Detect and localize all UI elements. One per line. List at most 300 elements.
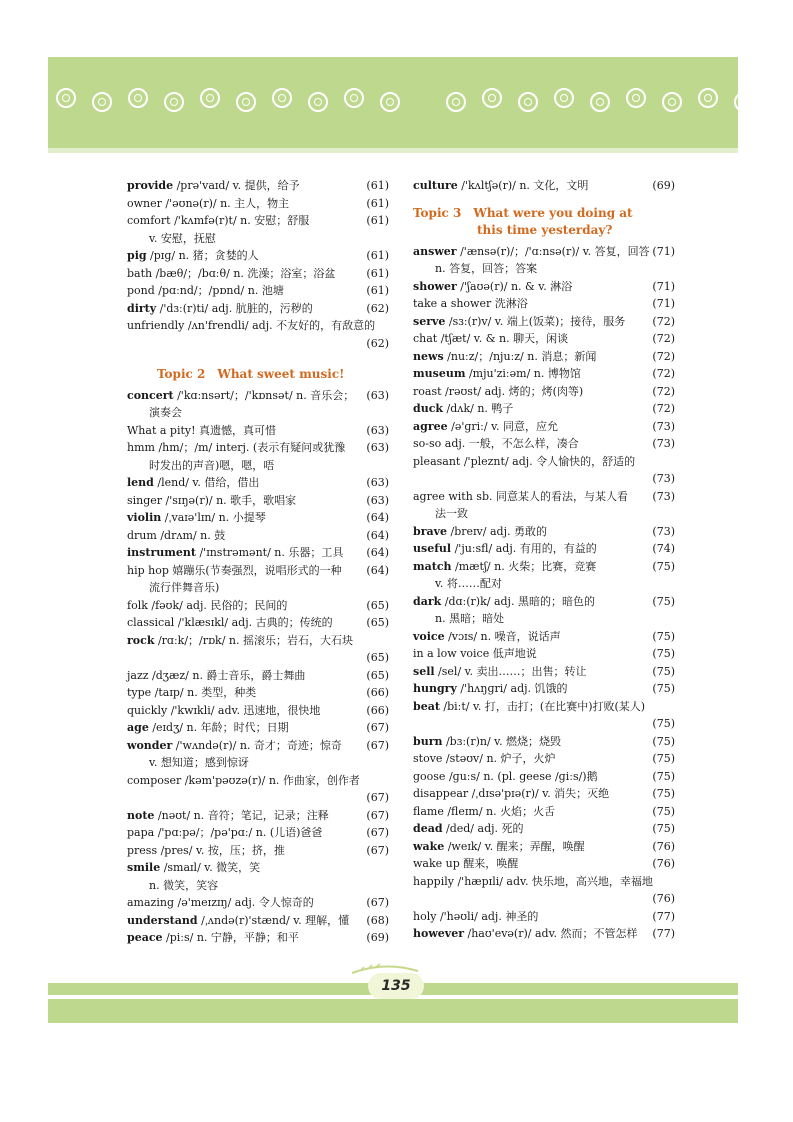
- definition: /sɜː(r)v/ v. 端上(饭菜)；接待，服务: [445, 314, 626, 328]
- headword: museum: [413, 367, 466, 380]
- headword: in a low voice: [413, 647, 490, 660]
- headword: serve: [413, 314, 446, 328]
- definition: 低声地说: [489, 647, 537, 660]
- wrap-spacer: [413, 715, 641, 733]
- definition: /nuːz/；/njuːz/ n. 消息；新闻: [443, 349, 597, 363]
- headword: wonder: [127, 738, 173, 752]
- headword: pond: [127, 284, 155, 297]
- page-reference: (62): [366, 301, 389, 315]
- page-reference: (71): [652, 244, 675, 258]
- headword: answer: [413, 244, 457, 258]
- vocab-entry: [127, 859, 389, 894]
- headword: provide: [127, 179, 174, 192]
- circle-ornament-icon: [482, 88, 502, 108]
- vocab-entry: [413, 383, 675, 401]
- headword: bath: [127, 266, 153, 280]
- headword: hmm: [127, 441, 155, 454]
- headword: hip hop: [127, 563, 169, 577]
- page-reference: (61): [366, 214, 389, 227]
- headword: type: [127, 686, 152, 699]
- definition: /'əʊnə(r)/ n. 主人，物主: [161, 196, 290, 210]
- definition: 嬉蹦乐(节奏强烈，说唱形式的一种: [168, 563, 342, 577]
- vocabulary-column-right: [413, 177, 675, 943]
- page-reference: (64): [366, 546, 389, 559]
- circle-ornament-icon: [380, 92, 400, 112]
- page-reference: (75): [652, 734, 675, 748]
- headword: instrument: [127, 546, 196, 559]
- header-stripe: [48, 148, 738, 153]
- page-reference: (72): [652, 314, 675, 328]
- page-reference: (67): [366, 896, 389, 909]
- vocab-entry: [127, 282, 389, 300]
- vocab-entry: [127, 842, 389, 860]
- headword: dirty: [127, 301, 157, 315]
- vocab-entry: [127, 509, 389, 527]
- page-reference: (72): [652, 332, 675, 345]
- vocab-entry: [127, 702, 389, 720]
- headword: smile: [127, 861, 161, 874]
- page-reference: (64): [366, 528, 389, 542]
- page-reference: (74): [652, 542, 675, 555]
- vocab-entry: [127, 824, 389, 842]
- page-reference: (65): [366, 668, 389, 682]
- headword: classical: [127, 616, 175, 629]
- circle-ornament-icon: [518, 92, 538, 112]
- headword: roast: [413, 384, 442, 398]
- page-reference: (77): [652, 927, 675, 940]
- vocab-entry: [127, 317, 389, 352]
- headword: papa: [127, 826, 155, 839]
- headword: jazz: [127, 668, 149, 682]
- definition: /'həʊli/ adj. 神圣的: [436, 909, 539, 923]
- vocab-entry: [127, 719, 389, 737]
- definition: /nəʊt/ n. 音符；笔记，记录；注释: [154, 808, 329, 822]
- wrap-spacer: [127, 649, 355, 667]
- vocab-entry: [127, 422, 389, 440]
- vocab-entry: [413, 313, 675, 331]
- definition: /drʌm/ n. 鼓: [156, 528, 226, 542]
- topic-heading: [127, 366, 389, 384]
- vocab-entry: [413, 418, 675, 436]
- headword: composer: [127, 773, 182, 787]
- vocab-entry: [127, 527, 389, 545]
- definition: /taɪp/ n. 类型，种类: [151, 686, 257, 699]
- definition: /mætʃ/ n. 火柴；比赛，竞赛: [451, 559, 597, 573]
- page-reference: (75): [652, 629, 675, 643]
- decorative-circle-row: [56, 88, 736, 116]
- page-reference: (71): [652, 297, 675, 310]
- headword: drum: [127, 528, 157, 542]
- headword: pleasant: [413, 454, 461, 468]
- page-reference: (72): [652, 367, 675, 380]
- vocab-entry: [413, 540, 675, 558]
- page-reference: (66): [366, 703, 389, 717]
- vocab-entry: [413, 803, 675, 821]
- circle-ornament-icon: [236, 92, 256, 112]
- headword: understand: [127, 913, 198, 927]
- vocab-entry: [413, 785, 675, 803]
- topic-heading-line: Topic 3 What were you doing at: [413, 205, 633, 220]
- topic-heading-line: Topic 2 What sweet music!: [157, 367, 345, 381]
- definition: /ˌvaɪə'lɪn/ n. 小提琴: [161, 511, 266, 524]
- headword: rock: [127, 633, 155, 647]
- headword: dark: [413, 594, 442, 608]
- page-reference: (67): [366, 721, 389, 734]
- page-reference: (76): [652, 892, 675, 905]
- headword: concert: [127, 388, 174, 402]
- headword: lend: [127, 476, 154, 489]
- vocab-entry: [413, 435, 675, 453]
- definition: /'kwɪkli/ adv. 迅速地，很快地: [167, 703, 321, 717]
- page-reference: (65): [366, 598, 389, 612]
- headword: voice: [413, 629, 445, 643]
- page-reference: (75): [652, 822, 675, 835]
- vocab-entry: [413, 330, 675, 348]
- circle-ornament-icon: [272, 88, 292, 108]
- definition: /dɑː(r)k/ adj. 黑暗的；暗色的: [441, 594, 595, 608]
- page-reference: (65): [366, 616, 389, 629]
- headword: sell: [413, 664, 435, 678]
- vocab-entry: [127, 474, 389, 492]
- definition: /'sɪŋə(r)/ n. 歌手，歌唱家: [162, 493, 297, 507]
- vocab-entry: [127, 195, 389, 213]
- definition: /'kɑːnsərt/；/'kɒnsət/ n. 音乐会；: [173, 388, 355, 402]
- circle-ornament-icon: [626, 88, 646, 108]
- circle-ornament-icon: [56, 88, 76, 108]
- definition: /ˌdɪsə'pɪə(r)/ v. 消失；灭绝: [468, 787, 610, 800]
- headword: singer: [127, 493, 163, 507]
- vocab-entry: [413, 733, 675, 751]
- definition-continued: 演奏会: [149, 406, 182, 419]
- definition: /rɑːk/；/rɒk/ n. 摇滚乐；岩石，大石块: [154, 633, 353, 647]
- circle-ornament-icon: [446, 92, 466, 112]
- page-reference: (75): [652, 787, 675, 800]
- headword: goose: [413, 769, 446, 783]
- page-reference: (67): [366, 843, 389, 857]
- wrap-spacer: [127, 335, 355, 353]
- definition-continued: 流行伴舞音乐): [149, 581, 220, 594]
- page-reference: (69): [652, 179, 675, 192]
- page-reference: (72): [652, 384, 675, 398]
- vocabulary-column-left: [127, 177, 389, 947]
- vocab-entry: [413, 177, 675, 195]
- page-reference: (63): [366, 476, 389, 489]
- page-reference: (72): [652, 402, 675, 415]
- vocab-entry: [413, 278, 675, 296]
- page-reference: (75): [652, 769, 675, 783]
- headword: happily: [413, 874, 454, 888]
- definition: /'kʌmfə(r)t/ n. 安慰；舒服: [170, 214, 310, 227]
- definition: /haʊ'evə(r)/ adv. 然而；不管怎样: [464, 927, 638, 940]
- circle-ornament-icon: [554, 88, 574, 108]
- definition: /'klæsɪkl/ adj. 古典的；传统的: [174, 616, 333, 629]
- circle-ornament-icon: [698, 88, 718, 108]
- circle-ornament-icon: [128, 88, 148, 108]
- page-reference: (71): [652, 279, 675, 293]
- vocab-entry: [413, 558, 675, 593]
- vocab-entry: [127, 562, 389, 597]
- definition: /kəm'pəʊzə(r)/ n. 作曲家，创作者: [181, 773, 360, 787]
- vocab-entry: [413, 295, 675, 313]
- headword: chat: [413, 332, 438, 345]
- vocab-entry: [127, 667, 389, 685]
- headword: agree with sb.: [413, 489, 493, 503]
- headword: peace: [127, 931, 163, 944]
- circle-ornament-icon: [164, 92, 184, 112]
- vocab-entry: [413, 453, 675, 488]
- vocab-entry: [127, 212, 389, 247]
- definition: /'hæpɪli/ adv. 快乐地，高兴地，幸福地: [453, 874, 653, 888]
- definition: adj. 一般，不怎么样，凑合: [441, 437, 579, 450]
- definition: /bæθ/；/bɑːθ/ n. 洗澡；浴室；浴盆: [152, 266, 336, 280]
- headword: unfriendly: [127, 319, 185, 332]
- definition: 同意某人的看法，与某人看: [492, 489, 628, 503]
- headword: violin: [127, 511, 162, 524]
- vocab-entry: [413, 838, 675, 856]
- vocab-entry: [127, 300, 389, 318]
- definition: /rəʊst/ adj. 烤的；烤(肉等): [441, 384, 584, 398]
- definition: /'wʌndə(r)/ n. 奇才；奇迹；惊奇: [172, 738, 342, 752]
- definition: /vɔɪs/ n. 噪音，说话声: [444, 629, 561, 643]
- page-reference: (61): [366, 266, 389, 280]
- definition: 醒来，唤醒: [459, 857, 519, 870]
- definition-continued: v. 想知道；感到惊讶: [149, 756, 249, 769]
- vocab-entry: [127, 597, 389, 615]
- circle-ornament-icon: [734, 92, 754, 112]
- topic-heading-line: this time yesterday?: [477, 223, 613, 237]
- definition: /fleɪm/ n. 火焰；火舌: [443, 804, 556, 818]
- definition: /'kʌltʃə(r)/ n. 文化，文明: [457, 179, 589, 192]
- page-reference: (67): [366, 791, 389, 804]
- definition: /breɪv/ adj. 勇敢的: [447, 524, 547, 538]
- page-reference: (61): [366, 179, 389, 192]
- headword: folk: [127, 598, 148, 612]
- definition: /piːs/ n. 宁静，平静；和平: [162, 931, 299, 944]
- headword: news: [413, 349, 444, 363]
- headword: hungry: [413, 682, 457, 695]
- page-reference: (73): [652, 437, 675, 450]
- vocab-entry: [413, 768, 675, 786]
- page-reference: (62): [366, 336, 389, 350]
- circle-ornament-icon: [344, 88, 364, 108]
- definition: /pɪɡ/ n. 猪；贪婪的人: [146, 249, 259, 262]
- vocab-entry: [127, 492, 389, 510]
- vocab-entry: [127, 265, 389, 283]
- definition-continued: 时发出的声音)嗯，嗯，唔: [149, 458, 275, 472]
- vocab-entry: [413, 645, 675, 663]
- page-reference: (75): [652, 647, 675, 660]
- headword: wake: [413, 839, 445, 853]
- definition: /'juːsfl/ adj. 有用的，有益的: [451, 542, 597, 555]
- vocab-entry: [413, 873, 675, 908]
- page-reference: (63): [366, 441, 389, 454]
- page-reference: (75): [652, 559, 675, 573]
- headword: comfort: [127, 214, 171, 227]
- page-reference: (67): [366, 808, 389, 822]
- circle-ornament-icon: [590, 92, 610, 112]
- headword: stove: [413, 752, 443, 765]
- definition: /stəʊv/ n. 炉子，火炉: [442, 752, 556, 765]
- headword: shower: [413, 279, 457, 293]
- definition: /prə'vaɪd/ v. 提供，给予: [173, 179, 300, 192]
- page-number: 135: [368, 973, 424, 999]
- vocab-entry: [127, 807, 389, 825]
- definition: /fəʊk/ adj. 民俗的；民间的: [147, 598, 288, 612]
- vocab-entry: [413, 488, 675, 523]
- definition: /pres/ v. 按，压；挤，推: [157, 843, 285, 857]
- headword: culture: [413, 179, 458, 192]
- vocab-entry: [413, 663, 675, 681]
- page-reference: (67): [366, 826, 389, 839]
- definition: /weɪk/ v. 醒来；弄醒，唤醒: [444, 839, 585, 853]
- vocab-entry: [413, 820, 675, 838]
- definition: /'pɑːpə/；/pə'pɑː/ n. (儿语)爸爸: [154, 826, 323, 839]
- page-reference: (63): [366, 493, 389, 507]
- page-reference: (66): [366, 686, 389, 699]
- definition: /hm/；/m/ interj. (表示有疑问或犹豫: [154, 441, 346, 454]
- headword: note: [127, 808, 155, 822]
- page-reference: (75): [652, 804, 675, 818]
- definition: /smaɪl/ v. 微笑，笑: [160, 861, 261, 874]
- page-reference: (65): [366, 651, 389, 664]
- page-reference: (73): [652, 489, 675, 503]
- vocab-entry: [127, 544, 389, 562]
- page-reference: (77): [652, 909, 675, 923]
- headword: useful: [413, 542, 452, 555]
- headword: dead: [413, 822, 443, 835]
- circle-ornament-icon: [662, 92, 682, 112]
- vocab-entry: [413, 523, 675, 541]
- vocab-entry: [413, 593, 675, 628]
- headword: holy: [413, 909, 437, 923]
- page-reference: (61): [366, 249, 389, 262]
- vocab-entry: [413, 348, 675, 366]
- definition: /'ʃaʊə(r)/ n. & v. 淋浴: [456, 279, 573, 293]
- page-reference: (75): [652, 594, 675, 608]
- headword: brave: [413, 524, 448, 538]
- definition: 真遗憾，真可惜: [195, 423, 277, 437]
- topic-heading: [413, 205, 675, 240]
- vocab-entry: [413, 628, 675, 646]
- vocab-entry: [127, 247, 389, 265]
- definition-continued: n. 答复，回答；答案: [435, 262, 538, 275]
- headword: however: [413, 927, 464, 940]
- circle-ornament-icon: [92, 92, 112, 112]
- definition: /sel/ v. 卖出……；出售；转让: [434, 664, 587, 678]
- page-reference: (64): [366, 511, 389, 524]
- vocab-entry: [413, 855, 675, 873]
- circle-ornament-icon: [200, 88, 220, 108]
- headword: amazing: [127, 896, 174, 909]
- page-reference: (76): [652, 857, 675, 870]
- definition: /ɡuːs/ n. (pl. geese /ɡiːs/)鹅: [445, 769, 598, 783]
- vocab-entry: [413, 925, 675, 943]
- definition: /'ænsə(r)/；/'ɑːnsə(r)/ v. 答复，回答: [456, 244, 650, 258]
- headword: match: [413, 559, 452, 573]
- page-reference: (75): [652, 752, 675, 765]
- circle-ornament-icon: [308, 92, 328, 112]
- page-reference: (68): [366, 913, 389, 927]
- headword: take a shower: [413, 297, 492, 310]
- definition-continued: v. 安慰，抚慰: [149, 231, 216, 245]
- vocab-entry: [127, 737, 389, 772]
- page-reference: (73): [652, 419, 675, 433]
- wrap-spacer: [413, 470, 641, 488]
- page-reference: (63): [366, 423, 389, 437]
- definition: /'ɪnstrəmənt/ n. 乐器；工具: [195, 546, 344, 559]
- vocab-entry: [127, 387, 389, 422]
- vocab-entry: [127, 632, 389, 667]
- vocab-entry: [127, 772, 389, 807]
- wrap-spacer: [127, 789, 355, 807]
- definition: /'dɜː(r)ti/ adj. 肮脏的，污秽的: [156, 301, 313, 315]
- page-reference: (63): [366, 388, 389, 402]
- definition: /'pleznt/ adj. 令人愉快的，舒适的: [460, 454, 636, 468]
- definition: 洗淋浴: [491, 297, 528, 310]
- definition-continued: n. 微笑，笑容: [149, 878, 219, 892]
- definition-continued: n. 黑暗；暗处: [435, 612, 505, 625]
- headword: agree: [413, 419, 448, 433]
- vocab-entry: [127, 177, 389, 195]
- wrap-spacer: [413, 890, 641, 908]
- headword: pig: [127, 249, 147, 262]
- vocab-entry: [413, 680, 675, 698]
- page-reference: (67): [366, 738, 389, 752]
- headword: beat: [413, 699, 440, 713]
- vocab-entry: [127, 684, 389, 702]
- vocab-entry: [127, 912, 389, 930]
- headword: wake up: [413, 857, 460, 870]
- definition: /mju'ziːəm/ n. 博物馆: [465, 367, 581, 380]
- definition: /dʒæz/ n. 爵士音乐，爵士舞曲: [148, 668, 306, 682]
- vocab-entry: [413, 908, 675, 926]
- definition: /ə'meɪzɪŋ/ adj. 令人惊奇的: [174, 896, 314, 909]
- vocab-entry: [413, 365, 675, 383]
- vocab-entry: [127, 614, 389, 632]
- headword: flame: [413, 804, 444, 818]
- page-reference: (73): [652, 524, 675, 538]
- page-reference: (72): [652, 349, 675, 363]
- vocab-entry: [413, 698, 675, 733]
- headword: press: [127, 843, 158, 857]
- page-reference: (61): [366, 284, 389, 297]
- definition: /ə'ɡriː/ v. 同意，应允: [447, 419, 558, 433]
- vocab-entry: [413, 750, 675, 768]
- page-reference: (76): [652, 839, 675, 853]
- headword: disappear: [413, 787, 469, 800]
- headword: owner: [127, 196, 162, 210]
- headword: quickly: [127, 703, 168, 717]
- page-reference: (75): [652, 717, 675, 730]
- definition: /bɜː(r)n/ v. 燃烧；烧毁: [442, 734, 562, 748]
- page-reference: (69): [366, 931, 389, 944]
- vocab-entry: [127, 439, 389, 474]
- definition: /ʌn'frendli/ adj. 不友好的，有敌意的: [184, 319, 376, 332]
- headword: burn: [413, 734, 443, 748]
- definition: /ded/ adj. 死的: [442, 822, 524, 835]
- definition: /ˌʌndə(r)'stænd/ v. 理解，懂: [197, 913, 350, 927]
- headword: age: [127, 721, 149, 734]
- page-reference: (61): [366, 196, 389, 210]
- page-reference: (73): [652, 472, 675, 485]
- definition: /eɪdʒ/ n. 年龄；时代；日期: [148, 721, 289, 734]
- headword: so-so: [413, 437, 442, 450]
- definition: /'hʌŋɡri/ adj. 饥饿的: [456, 682, 568, 695]
- definition: /tʃæt/ v. & n. 聊天，闲谈: [437, 332, 569, 345]
- definition: /pɑːnd/；/pɒnd/ n. 池塘: [154, 284, 284, 297]
- footer-band: [48, 999, 738, 1023]
- page-reference: (64): [366, 563, 389, 577]
